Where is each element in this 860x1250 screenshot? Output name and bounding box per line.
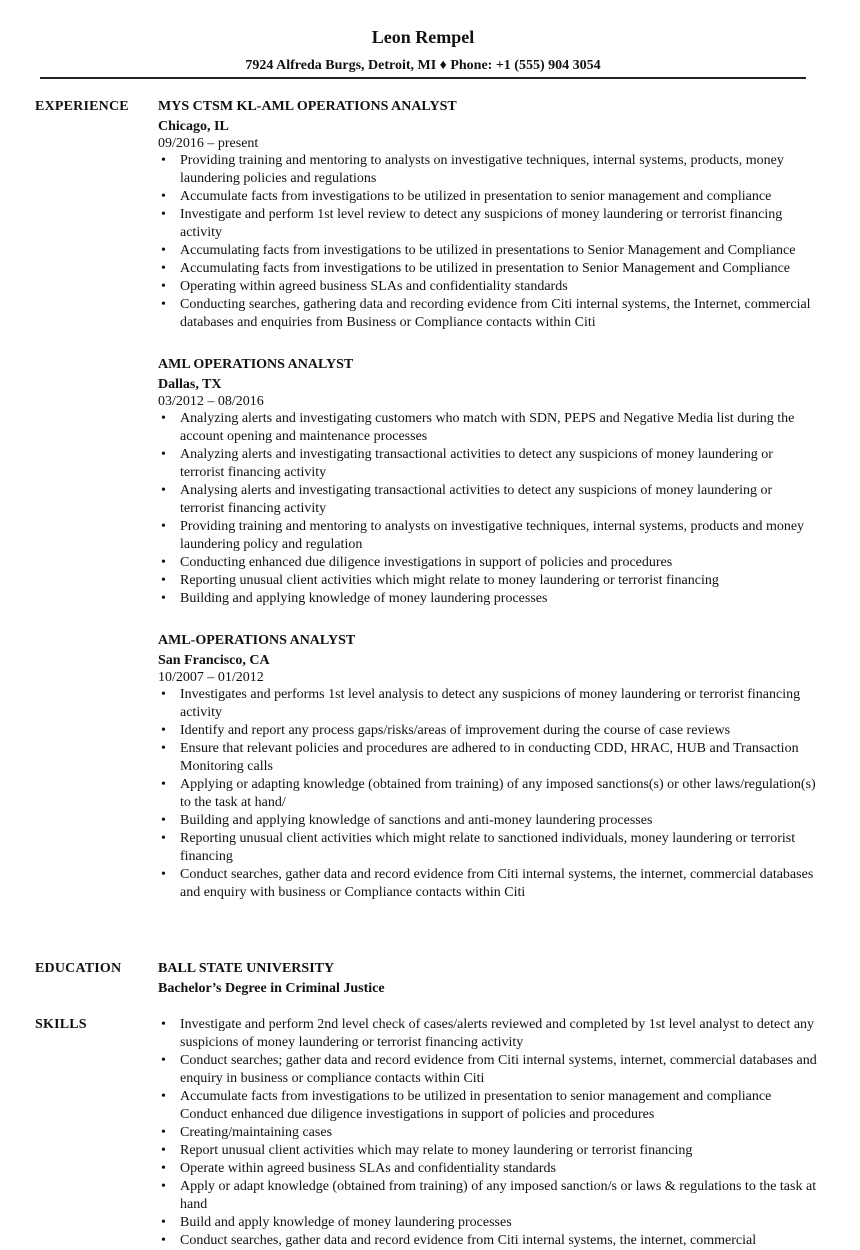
bullet-item: • Conducting enhanced due diligence investigations in support of policies and procedures xyxy=(158,554,818,572)
job-bullets xyxy=(158,686,818,902)
job-location: Dallas, TX xyxy=(158,377,222,392)
job-title: AML OPERATIONS ANALYST xyxy=(158,357,354,372)
bullet-item: • Providing training and mentoring to analysts on investigative techniques, internal systems, products, money laundering policies and regulations xyxy=(158,152,818,188)
candidate-name: Leon Rempel xyxy=(371,27,475,47)
bullet-item: • Applying or adapting knowledge (obtained from training) of any imposed sanctions(s) or other laws/regulation(s) to the task at hand/ xyxy=(158,776,818,812)
skill-item: • Conduct searches; gather data and record evidence from Citi internal systems, internet, commercial databases and enquiry in business or compliance contacts within Citi xyxy=(158,1052,818,1088)
bullet-item: • Building and applying knowledge of money laundering processes xyxy=(158,590,818,608)
skill-item: • Conduct searches, gather data and record evidence from Citi internal systems, the internet, commercial xyxy=(158,1232,818,1250)
bullet-item: • Identify and report any process gaps/risks/areas of improvement during the course of case reviews xyxy=(158,722,818,740)
bullet-item: • Accumulating facts from investigations to be utilized in presentations to Senior Management and Compliance xyxy=(158,242,818,260)
bullet-item: • Investigate and perform 1st level review to detect any suspicions of money laundering or terrorist financing activity xyxy=(158,206,818,242)
job-title: MYS CTSM KL-AML OPERATIONS ANALYST xyxy=(158,99,457,114)
bullet-item: • Operating within agreed business SLAs and confidentiality standards xyxy=(158,278,818,296)
bullet-item: • Accumulate facts from investigations to be utilized in presentation to senior management and compliance xyxy=(158,188,818,206)
bullet-item: • Analysing alerts and investigating transactional activities to detect any suspicions of money laundering or terrorist financing activity xyxy=(158,482,818,518)
degree-name: Bachelor’s Degree in Criminal Justice xyxy=(158,981,385,996)
skills-list xyxy=(158,1016,818,1250)
job-bullets xyxy=(158,410,818,608)
resume-header xyxy=(40,26,806,75)
skill-item: • Report unusual client activities which may relate to money laundering or terrorist financing xyxy=(158,1142,818,1160)
contact-line: 7924 Alfreda Burgs, Detroit, MI ♦ Phone: +1 (555) 904 3054 xyxy=(245,58,601,73)
skill-item: • Operate within agreed business SLAs and confidentiality standards xyxy=(158,1160,818,1178)
school-name: BALL STATE UNIVERSITY xyxy=(158,961,335,976)
bullet-item: • Building and applying knowledge of sanctions and anti-money laundering processes xyxy=(158,812,818,830)
job-dates: 10/2007 – 01/2012 xyxy=(158,670,264,685)
section-label-experience: EXPERIENCE xyxy=(35,99,129,114)
skill-item: • Build and apply knowledge of money laundering processes xyxy=(158,1214,818,1232)
skill-item: • Investigate and perform 2nd level check of cases/alerts reviewed and completed by 1st level analyst to detect any suspicions of money laundering or terrorist financing activity xyxy=(158,1016,818,1052)
skill-item: • Creating/maintaining cases xyxy=(158,1124,818,1142)
bullet-item: • Reporting unusual client activities which might relate to money laundering or terrorist financing xyxy=(158,572,818,590)
bullet-item: • Reporting unusual client activities which might relate to sanctioned individuals, money laundering or terrorist financing xyxy=(158,830,818,866)
skills-bullets xyxy=(158,1016,818,1250)
bullet-item: • Accumulating facts from investigations to be utilized in presentation to Senior Management and Compliance xyxy=(158,260,818,278)
bullet-item: • Conduct searches, gather data and record evidence from Citi internal systems, the internet, commercial databases and enquiry with business or Compliance contacts within Citi xyxy=(158,866,818,902)
bullet-item: • Providing training and mentoring to analysts on investigative techniques, internal systems, products and money laundering policy and regulation xyxy=(158,518,818,554)
bullet-item: • Ensure that relevant policies and procedures are adhered to in conducting CDD, HRAC, HUB and Transaction Monitoring calls xyxy=(158,740,818,776)
job-entry xyxy=(158,98,818,332)
skill-item: • Accumulate facts from investigations to be utilized in presentation to senior management and compliance Conduct enhanced due diligence investigations in support of policies and procedures xyxy=(158,1088,818,1124)
header-divider xyxy=(40,77,806,79)
job-dates: 03/2012 – 08/2016 xyxy=(158,394,264,409)
bullet-item: • Investigates and performs 1st level analysis to detect any suspicions of money laundering or terrorist financing activity xyxy=(158,686,818,722)
job-title: AML-OPERATIONS ANALYST xyxy=(158,633,356,648)
bullet-item: • Analyzing alerts and investigating transactional activities to detect any suspicions of money laundering or terrorist financing activity xyxy=(158,446,818,482)
section-label-education: EDUCATION xyxy=(35,961,122,976)
job-entry xyxy=(158,632,818,902)
skill-item: • Apply or adapt knowledge (obtained from training) of any imposed sanction/s or laws & regulations to the task at hand xyxy=(158,1178,818,1214)
job-bullets xyxy=(158,152,818,332)
job-dates: 09/2016 – present xyxy=(158,136,259,151)
education-entry xyxy=(158,960,818,998)
bullet-item: • Conducting searches, gathering data and recording evidence from Citi internal systems, the Internet, commercial databases and enquiries from Business or Compliance contacts within Citi xyxy=(158,296,818,332)
job-location: San Francisco, CA xyxy=(158,653,270,668)
job-entry xyxy=(158,356,818,608)
experience-list xyxy=(158,98,818,902)
section-label-skills: SKILLS xyxy=(35,1017,87,1032)
bullet-item: • Analyzing alerts and investigating customers who match with SDN, PEPS and Negative Media list during the account opening and maintenance processes xyxy=(158,410,818,446)
job-location: Chicago, IL xyxy=(158,119,229,134)
